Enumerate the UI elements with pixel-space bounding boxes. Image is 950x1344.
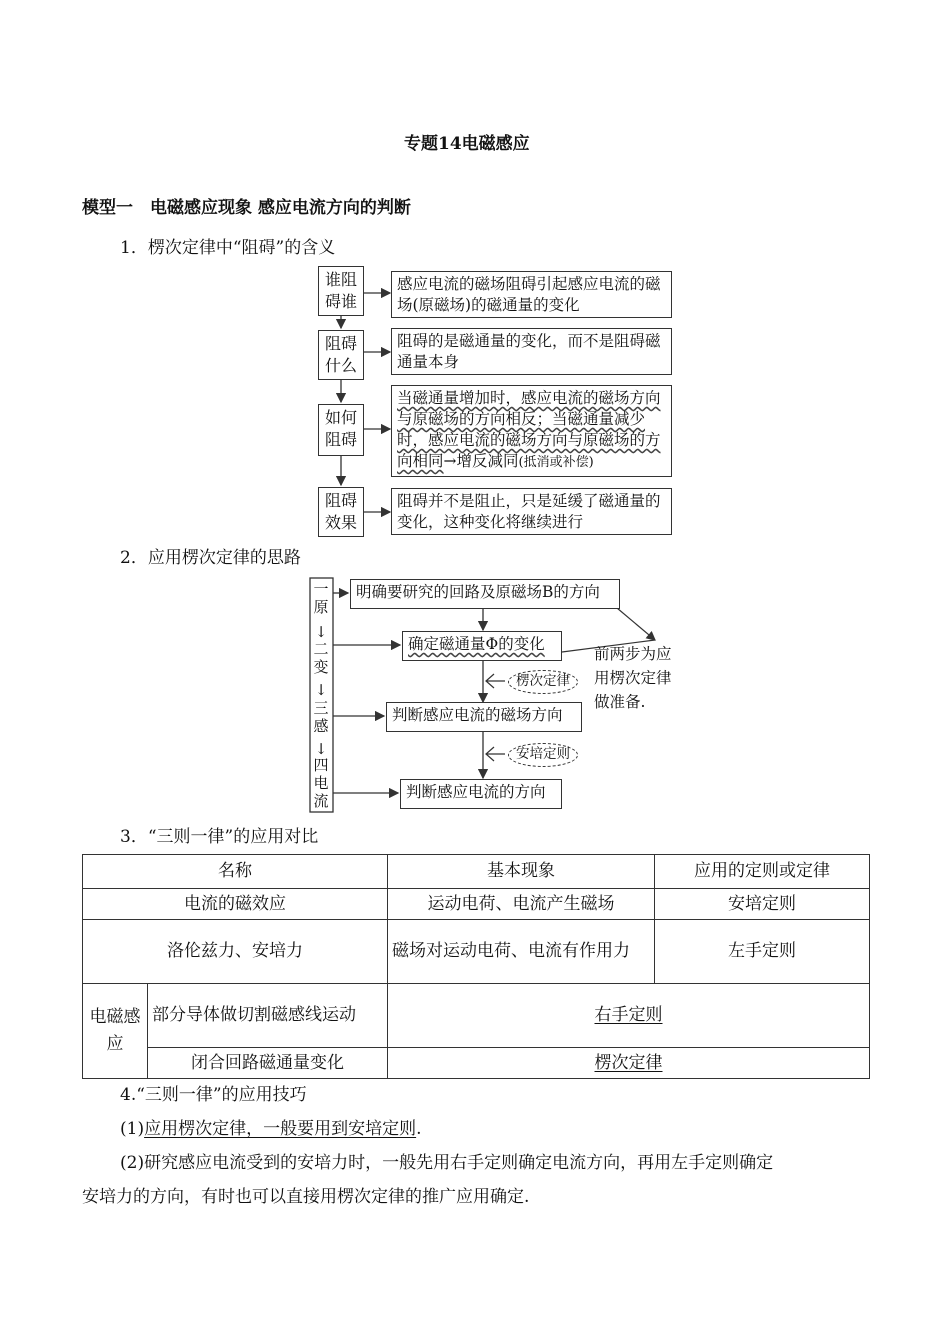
step-four: 四电流 [313, 756, 329, 810]
oval-lenz-law: 楞次定律 [508, 670, 578, 694]
how-hinders-summary: →增反减同 [443, 452, 519, 470]
box-step4: 判断感应电流的方向 [400, 779, 562, 809]
box-step2 [402, 631, 562, 661]
tip-2-line2: 安培力的方向，有时也可以直接用楞次定律的推广应用确定. [82, 1187, 530, 1207]
step-two: 二变 [313, 640, 329, 676]
label-who-hinders: 谁阻碍谁 [318, 266, 364, 316]
label-hinders-what: 阻碍什么 [318, 330, 364, 380]
cell-name: 电流的磁效应 [83, 889, 388, 920]
cell-rule [388, 984, 870, 1048]
table-header-row [83, 855, 870, 889]
section2-heading: 2．应用楞次定律的思路 [120, 548, 301, 568]
how-hinders-text: 当磁通量增加时，感应电流的磁场方向与原磁场的方向相反；当磁通量减少时，感应电流的磁场方向与原磁场的方向相同 [397, 389, 661, 470]
cell-phenomenon: 运动电荷、电流产生磁场 [388, 889, 655, 920]
step-one: 一原 [313, 580, 329, 616]
section4-heading: 4.“三则一律”的应用技巧 [120, 1085, 307, 1105]
table-row [83, 1048, 870, 1079]
model-heading: 模型一 电磁感应现象 感应电流方向的判断 [82, 198, 411, 218]
step-arrow-2: ↓ [314, 681, 328, 699]
cell-name: 部分导体做切割磁感线运动 [148, 984, 388, 1048]
cell-rule: 安培定则 [655, 889, 870, 920]
cell-rule [388, 1048, 870, 1079]
box-hinders-what: 阻碍的是磁通量的变化，而不是阻碍磁通量本身 [391, 328, 672, 375]
tip-1-text: 应用楞次定律，一般要用到安培定则 [144, 1119, 417, 1139]
label-hinder-effect: 阻碍效果 [318, 487, 364, 537]
table-row [83, 920, 870, 984]
cell-phenomenon: 磁场对运动电荷、电流有作用力 [388, 920, 655, 984]
step-arrow-3: ↓ [314, 740, 328, 758]
header-phenomenon: 基本现象 [388, 855, 655, 889]
oval-ampere-rule: 安培定则 [508, 743, 578, 767]
box-step2-text: 确定磁通量Φ的变化 [408, 635, 545, 653]
cell-rule-text: 右手定则 [594, 1005, 663, 1025]
cell-rule: 左手定则 [655, 920, 870, 984]
cell-rule-text: 楞次定律 [594, 1052, 663, 1073]
comparison-table [82, 854, 870, 1079]
tip-1-end: . [416, 1119, 422, 1139]
header-name: 名称 [83, 855, 388, 889]
label-how-hinders: 如何阻碍 [318, 404, 364, 456]
step-arrow-1: ↓ [314, 623, 328, 641]
section1-heading: 1．楞次定律中“阻碍”的含义 [120, 238, 336, 258]
box-hinder-effect: 阻碍并不是阻止，只是延缓了磁通量的变化，这种变化将继续进行 [391, 488, 672, 535]
table-row [83, 984, 870, 1048]
table-row [83, 889, 870, 920]
how-hinders-note: (抵消或补偿) [518, 455, 594, 470]
note-preparation: 前两步为应用楞次定律做准备. [594, 645, 672, 711]
section3-heading: 3．“三则一律”的应用对比 [120, 827, 319, 847]
tip-1 [120, 1118, 422, 1140]
tip-1-num: (1) [120, 1119, 145, 1139]
header-rule: 应用的定则或定律 [655, 855, 870, 889]
box-step1: 明确要研究的回路及原磁场B的方向 [350, 579, 620, 609]
cell-name: 洛伦兹力、安培力 [83, 920, 388, 984]
page-title: 专题14电磁感应 [404, 134, 530, 154]
box-step3: 判断感应电流的磁场方向 [386, 702, 582, 732]
cell-name: 闭合回路磁通量变化 [148, 1048, 388, 1079]
cell-group: 电磁感应 [83, 984, 148, 1079]
step-three: 三感 [313, 699, 329, 735]
box-who-hinders: 感应电流的磁场阻碍引起感应电流的磁场(原磁场)的磁通量的变化 [391, 271, 672, 318]
tip-2-line1: (2)研究感应电流受到的安培力时，一般先用右手定则确定电流方向，再用左手定则确定 [120, 1153, 774, 1173]
